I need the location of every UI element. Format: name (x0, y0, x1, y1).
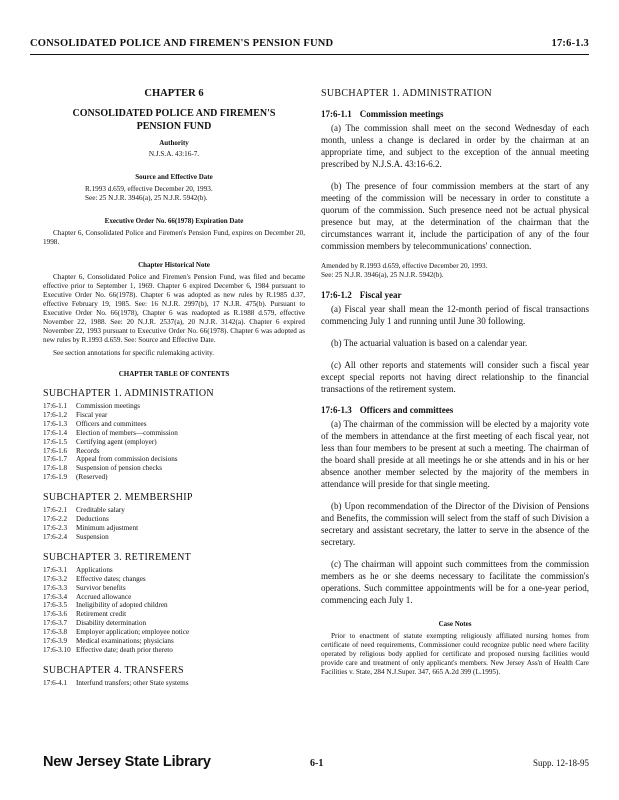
toc-entry-number: 17:6-1.7 (43, 455, 68, 464)
authority-text: N.J.S.A. 43:16-7. (148, 150, 200, 158)
toc-entry (43, 619, 305, 628)
section-heading: 17:6-1.2 Fiscal year (321, 290, 402, 300)
toc-entry-title: Suspension of pension checks (76, 464, 163, 473)
toc-entry-number: 17:6-3.7 (43, 619, 68, 628)
toc-entry-number: 17:6-4.1 (43, 678, 68, 687)
toc-subchapter-heading: SUBCHAPTER 1. ADMINISTRATION (43, 388, 214, 399)
toc-entry-title: Interfund transfers; other State systems (76, 678, 189, 687)
toc-entry (43, 533, 305, 542)
toc-entry (43, 506, 305, 515)
running-header (30, 38, 589, 49)
toc-entry (43, 429, 305, 438)
section-paragraph: (b) Upon recommendation of the Director of the Division of Pensions and Benefits, the commission will select from the staff of such Division a secretary and assistant secretary, the latter to serve in the absence of the secretary. (321, 501, 589, 547)
toc-entry-title: Survivor benefits (76, 583, 126, 592)
toc-entry-number: 17:6-1.9 (43, 473, 68, 482)
toc-entry (43, 473, 305, 482)
history-heading: Chapter Historical Note (138, 261, 210, 269)
toc-entry-number: 17:6-3.3 (43, 583, 68, 592)
section-heading: 17:6-1.1 Commission meetings (321, 109, 444, 119)
toc-entry (43, 601, 305, 610)
toc-entry (43, 610, 305, 619)
toc-entry-number: 17:6-3.1 (43, 565, 68, 574)
section-paragraph: (a) The commission shall meet on the second Wednesday of each month, unless a change is declared in order by the chairman at an appropriate time, and subject to the exception of the annual meeting prescribed by N.J.S.A. 43:16-6.2. (321, 123, 589, 169)
toc-entry-number: 17:6-3.8 (43, 628, 68, 637)
toc-entry-title: Medical examinations; physicians (76, 637, 174, 646)
page-footer (43, 754, 589, 774)
toc-entry (43, 524, 305, 533)
toc-entry-number: 17:6-3.10 (43, 645, 71, 654)
toc-entry-number: 17:6-2.1 (43, 506, 68, 515)
section-heading: 17:6-1.3 Officers and committees (321, 405, 454, 415)
toc-entry (43, 637, 305, 646)
chapter-title: CONSOLIDATED POLICE AND FIREMEN'S PENSION FUND (72, 108, 276, 132)
section-paragraph: (b) The actuarial valuation is based on a calendar year. (331, 338, 528, 348)
toc-entry-number: 17:6-1.5 (43, 437, 68, 446)
header-section: 17:6-1.3 (551, 38, 589, 49)
toc-entry-title: Retirement credit (76, 610, 127, 619)
toc-entry-number: 17:6-3.6 (43, 610, 68, 619)
toc-entry-number: 17:6-1.4 (43, 428, 68, 437)
toc-entry-title: Commission meetings (76, 402, 141, 410)
toc-entry (43, 584, 305, 593)
toc-entry-title: Applications (76, 565, 113, 574)
toc-entry (43, 447, 305, 456)
toc-subchapter-heading: SUBCHAPTER 4. TRANSFERS (43, 664, 184, 676)
toc-entry-title: Officers and committees (76, 419, 147, 428)
toc-entry (43, 464, 305, 473)
supplement-date: Supp. 12-18-95 (533, 758, 589, 768)
toc-entry-number: 17:6-2.3 (43, 523, 68, 532)
executive-order-text: Chapter 6, Consolidated Police and Firemen's Pension Fund, expires on December 20, 1998. (43, 229, 305, 246)
toc-entry-number: 17:6-1.1 (43, 402, 68, 410)
toc-entry (43, 438, 305, 447)
toc-entry-title: Certifying agent (employer) (76, 437, 157, 446)
right-column (321, 88, 589, 677)
left-column (43, 88, 305, 688)
source-heading: Source and Effective Date (135, 173, 213, 181)
section-paragraph: (b) The presence of four commission members at the start of any meeting of the commission will be necessary in order to constitute a quorum of the commission. Such presence need not be actual physical presence but may, at the determination of the chairman that the circumstances warrant it, include the participation of any of the four commission members by telecommunications' connection. (321, 181, 589, 251)
toc-entry-title: Ineligibility of adopted children (76, 601, 168, 610)
toc-entry-title: Deductions (76, 515, 109, 524)
toc-entry (43, 646, 305, 655)
toc-subchapter-heading: SUBCHAPTER 3. RETIREMENT (43, 551, 192, 563)
executive-order-heading: Executive Order No. 66(1978) Expiration Date (104, 217, 244, 225)
toc-entry (43, 402, 305, 411)
toc-entry-number: 17:6-1.8 (43, 464, 68, 473)
header-rule (30, 54, 589, 55)
toc-entry (43, 515, 305, 524)
toc-entry-title: Minimum adjustment (76, 523, 139, 532)
toc-entry-title: Employer application; employee notice (76, 628, 190, 637)
toc-entry (43, 411, 305, 420)
subchapter-heading: SUBCHAPTER 1. ADMINISTRATION (321, 88, 492, 99)
toc-entry (43, 628, 305, 637)
section-paragraph: (a) The chairman of the commission will be elected by a majority vote of the members in attendance at the first meeting of each fiscal year, not less than four members to be present at such a meeting. The chairman of the board shall preside at all meetings he or she attends and in his or her absence another member selected by the majority of the members in attendance will preside for that single meeting. (321, 419, 589, 489)
toc-entry (43, 455, 305, 464)
section-paragraph: (c) All other reports and statements will consider such a fiscal year except special reports not having direct relationship to the financial transactions of the retirement system. (321, 360, 589, 394)
toc-entry-number: 17:6-2.2 (43, 515, 68, 524)
toc-entry-title: Accrued allowance (76, 592, 132, 601)
case-notes-text: Prior to enactment of statute exempting religiously affiliated nursing homes from certificate of need requirements, Commissioner could recognize public need where facility operated by religious body applied for certificate and proposed nursing facilities would provide care and treatment of only applicant's members. New Jersey Ass'n of Health Care Facilities v. State, 284 N.J.Super. 347, 665 A.2d 399 (L.1995). (321, 632, 589, 676)
toc-entry (43, 593, 305, 602)
toc-entry-title: Effective dates; changes (76, 574, 146, 583)
chapter-number: CHAPTER 6 (144, 88, 204, 99)
toc-entry-title: Fiscal year (76, 410, 108, 419)
authority-heading: Authority (159, 139, 189, 147)
toc-entry-number: 17:6-2.4 (43, 532, 68, 541)
toc-entry-title: Suspension (76, 532, 109, 541)
toc-entry (43, 420, 305, 429)
library-stamp: New Jersey State Library (43, 754, 211, 770)
toc-entry-title: Records (76, 446, 100, 455)
toc-entry-number: 17:6-1.6 (43, 446, 68, 455)
toc-entry-number: 17:6-3.9 (43, 637, 68, 646)
section-paragraph: (a) Fiscal year shall mean the 12-month period of fiscal transactions commencing July 1 and running until June 30 following. (321, 304, 589, 326)
toc-entry (43, 679, 305, 688)
section-paragraph: (c) The chairman will appoint such committees from the commission members as he or she deems necessary to facilitate the commission's operations. Such committee appointments will be for a one-year period, commencing each July 1. (321, 559, 589, 605)
toc-entry-number: 17:6-1.3 (43, 419, 68, 428)
toc-entry-number: 17:6-3.5 (43, 601, 68, 610)
toc-entry (43, 575, 305, 584)
toc-entry-title: Creditable salary (76, 506, 125, 515)
toc-entry-title: Effective date; death prior thereto (76, 645, 173, 654)
toc-entry-title: Appeal from commission decisions (76, 455, 178, 464)
header-title: CONSOLIDATED POLICE AND FIREMEN'S PENSION FUND (30, 38, 334, 49)
toc-entry-number: 17:6-3.4 (43, 592, 68, 601)
toc-entry-number: 17:6-1.2 (43, 410, 68, 419)
toc-entry-number: 17:6-3.2 (43, 574, 68, 583)
toc-entry-title: (Reserved) (76, 473, 108, 482)
toc-heading: CHAPTER TABLE OF CONTENTS (118, 370, 230, 378)
source-text: R.1993 d.659, effective December 20, 1993. See: 25 N.J.R. 3946(a), 25 N.J.R. 5942(b). (85, 185, 213, 202)
history-text: Chapter 6, Consolidated Police and Firemen's Pension Fund, was filed and became effective prior to September 1, 1969. Chapter 6 expired December 6, 1984 pursuant to Executive Order No. 66(1978). Chapter 6 was adopted as new rules by R.1985 d.37, effective February 19, 1985. See: 16 N.J.R. 2997(b), 17 N.J.R. 475(b). Pursuant to Executive Order No. 66(1978), Chapter 6 was readopted as R.1988 d.579, effective November 22, 1988. See: 20 N.J.R. 2537(a), 20 N.J.R. 3142(a). Chapter 6 expired November 22, 1993 pursuant to Executive Order No. 66(1978). Chapter 6 was adopted as new rules by R.1993 d.659. See: Source and Effective Date. (43, 273, 305, 344)
toc-entry (43, 566, 305, 575)
toc-entry-title: Disability determination (76, 619, 147, 628)
table-of-contents (43, 388, 305, 688)
toc-subchapter-heading: SUBCHAPTER 2. MEMBERSHIP (43, 492, 193, 504)
amendment-note: Amended by R.1993 d.659, effective December 20, 1993. See: 25 N.J.R. 3946(a), 25 N.J.R. 5942(b). (321, 262, 488, 279)
see-note: See section annotations for specific rulemaking activity. (53, 349, 215, 357)
toc-entry-title: Election of members—commission (76, 428, 178, 437)
page-number: 6-1 (310, 758, 324, 769)
case-notes-heading: Case Notes (438, 620, 472, 628)
